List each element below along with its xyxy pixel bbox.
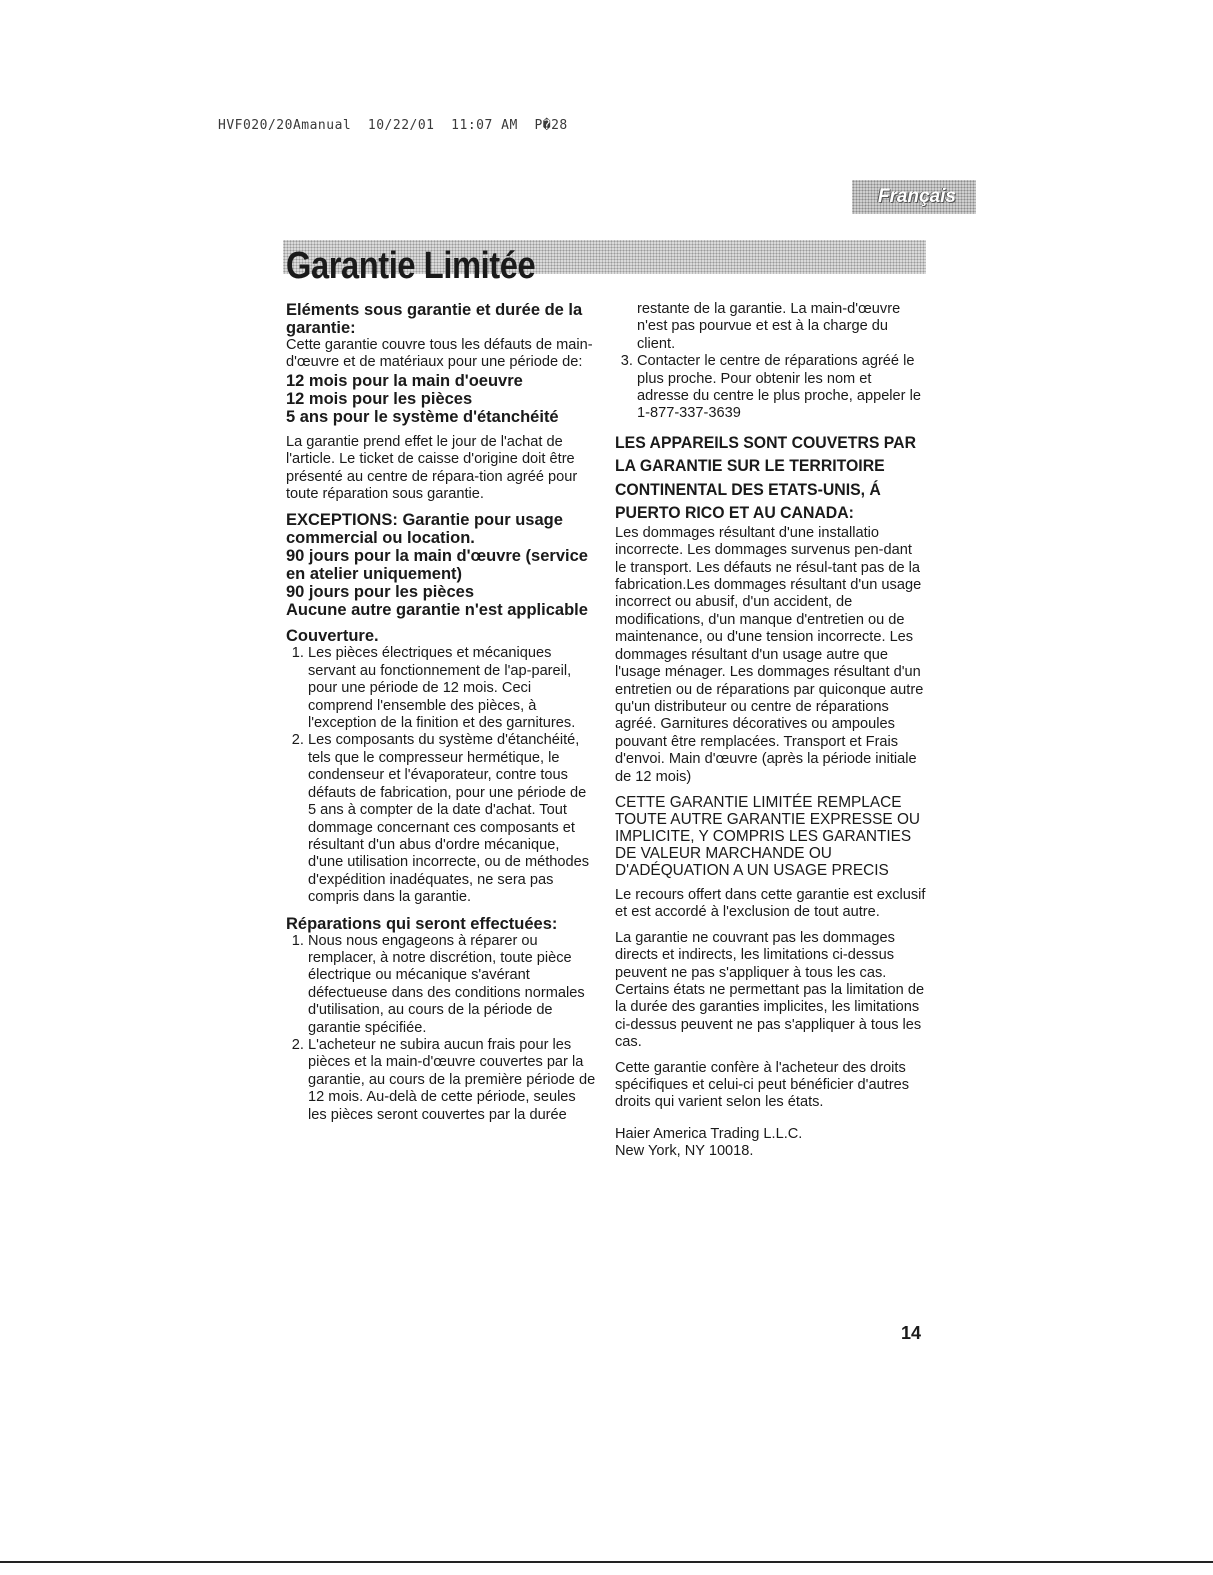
exceptions-line-4: Aucune autre garantie n'est applicable: [286, 601, 588, 620]
coverage-item-2: 2. Les composants du système d'étanchéité, tels que le compresseur hermétique, le condenseur et l'évaporateur, contre tous défauts de fabrication, pour une période de 5 ans à compter de la date d'achat. Tout dommage concernant ces composants et résultant d'un abus d'ordre mécanique, d'une utilisation incorrecte, ou de méthodes d'expédition inadéquates, ne sera pas compris dans la garantie.: [308, 732, 596, 906]
header-file-name: HVF020/20Amanual: [218, 118, 352, 133]
exceptions-label: EXCEPTIONS: [286, 511, 393, 530]
company-name: Haier America Trading L.L.C.: [615, 1125, 803, 1142]
exceptions-line-1: Garantie pour usage commercial ou location.: [286, 511, 563, 548]
coverage-item-1: 1. Les pièces électriques et mécaniques servant au fonctionnement de l'ap-pareil, pour une période de 12 mois. Ceci comprend l'ensemble des pièces, à l'exception de la finition et des garnitures.: [308, 645, 596, 732]
repairs-item-2-continuation: restante de la garantie. La main-d'œuvre n'est pas pourvue et est à la charge du client.: [637, 301, 901, 352]
coverage-intro: Cette garantie couvre tous les défauts de main-d'œuvre et de matériaux pour une période de:: [286, 337, 593, 371]
exceptions-heading: EXCEPTIONS: Garantie pour usage commercial ou location.: [286, 511, 563, 548]
language-tab-label: Français: [877, 186, 956, 207]
header-page-ref: P�28: [534, 118, 568, 133]
term-parts: 12 mois pour les pièces: [286, 389, 473, 408]
page-bottom-rule: [0, 1561, 1213, 1563]
repairs-list: [286, 933, 596, 1124]
exceptions-line-3: 90 jours pour les pièces: [286, 583, 474, 602]
header-date: 10/22/01: [367, 118, 435, 133]
repairs-item-1: 1. Nous nous engageons à réparer ou remplacer, à notre discrétion, toute pièce électrique ou mécanique s'avérant défectueuse dans des conditions normales d'utilisation, au cours de la période de garantie spécifiée.: [308, 933, 596, 1037]
warranty-effect-text: La garantie prend effet le jour de l'achat de l'article. Le ticket de caisse d'origine doit être présenté au centre de répara-tion agréé pour toute réparation sous garantie.: [286, 433, 578, 503]
term-labor: 12 mois pour la main d'oeuvre: [286, 371, 523, 390]
exclusions-text: Les dommages résultant d'une installatio incorrecte. Les dommages survenus pen-dant le transport. Les défauts ne résul-tant pas de la fabrication.Les dommages résultant d'un usage incorrect ou abusif, d'un accident, de modifications, d'un manque d'entretien ou de maintenance, ou d'une tension incorrecte. Les dommages résultant d'un usage autre que l'usage ménager. Les dommages résultant d'un entretien ou de réparations par quiconque autre qu'un distributeur ou centre de réparations agréé. Garnitures décoratives ou ampoules pouvant être remplacées. Transport et Frais d'envoi. Main d'œuvre (après la période initiale de 12 mois): [615, 524, 924, 785]
coverage-period-heading: Eléments sous garantie et durée de la garantie:: [286, 301, 583, 337]
repairs-list-continued: [615, 353, 927, 423]
print-header: [218, 118, 568, 133]
limited-warranty-notice: CETTE GARANTIE LIMITÉE REMPLACE TOUTE AUTRE GARANTIE EXPRESSE OU IMPLICITE, Y COMPRIS LES GARANTIES DE VALEUR MARCHANDE OU D'ADÉQUATION A UN USAGE PRECIS: [615, 793, 921, 879]
repairs-item-2: 2. L'acheteur ne subira aucun frais pour les pièces et la main-d'œuvre couvertes par la garantie, au cours de la première période de 12 mois. Au-delà de cette période, seules les pièces seront couvertes par la durée: [308, 1037, 596, 1124]
exceptions-line-2: 90 jours pour la main d'œuvre (service en atelier uniquement): [286, 547, 588, 584]
page-number: 14: [901, 1323, 922, 1343]
term-sealed-system: 5 ans pour le système d'étanchéité: [286, 407, 559, 426]
right-column: [615, 301, 927, 1161]
limitations-text: La garantie ne couvrant pas les dommages directs et indirects, les limitations ci-dessus peuvent ne pas s'appliquer à tous les cas. Certains états ne permettant pas la limitation de la durée des garanties implicites, les limitations ci-dessus peuvent ne pas s'appliquer à tous les cas.: [615, 929, 925, 1051]
repairs-continuation: [615, 301, 927, 353]
header-time: 11:07 AM: [451, 118, 518, 133]
recourse-text: Le recours offert dans cette garantie est exclusif et est accordé à l'exclusion de tout autre.: [615, 886, 926, 921]
company-address: [615, 1126, 927, 1161]
page-title: Garantie Limitée: [286, 245, 536, 287]
coverage-heading: Couverture.: [286, 627, 379, 646]
rights-text: Cette garantie confère à l'acheteur des droits spécifiques et celui-ci peut bénéficier d'autres droits qui varient selon les états.: [615, 1059, 910, 1111]
repairs-heading: Réparations qui seront effectuées:: [286, 914, 558, 933]
company-city: New York, NY 10018.: [615, 1143, 754, 1160]
left-column: [286, 301, 596, 1132]
territory-heading: LES APPAREILS SONT COUVETRS PAR LA GARANTIE SUR LE TERRITOIRE CONTINENTAL DES ETATS-UNIS, Á PUERTO RICO ET AU CANADA:: [615, 432, 917, 523]
language-tab: [852, 180, 976, 214]
repairs-item-3: 3. Contacter le centre de réparations agréé le plus proche. Pour obtenir les nom et adresse du centre le plus proche, appeler le 1-877-337-3639: [637, 353, 927, 423]
coverage-list: [286, 645, 596, 906]
